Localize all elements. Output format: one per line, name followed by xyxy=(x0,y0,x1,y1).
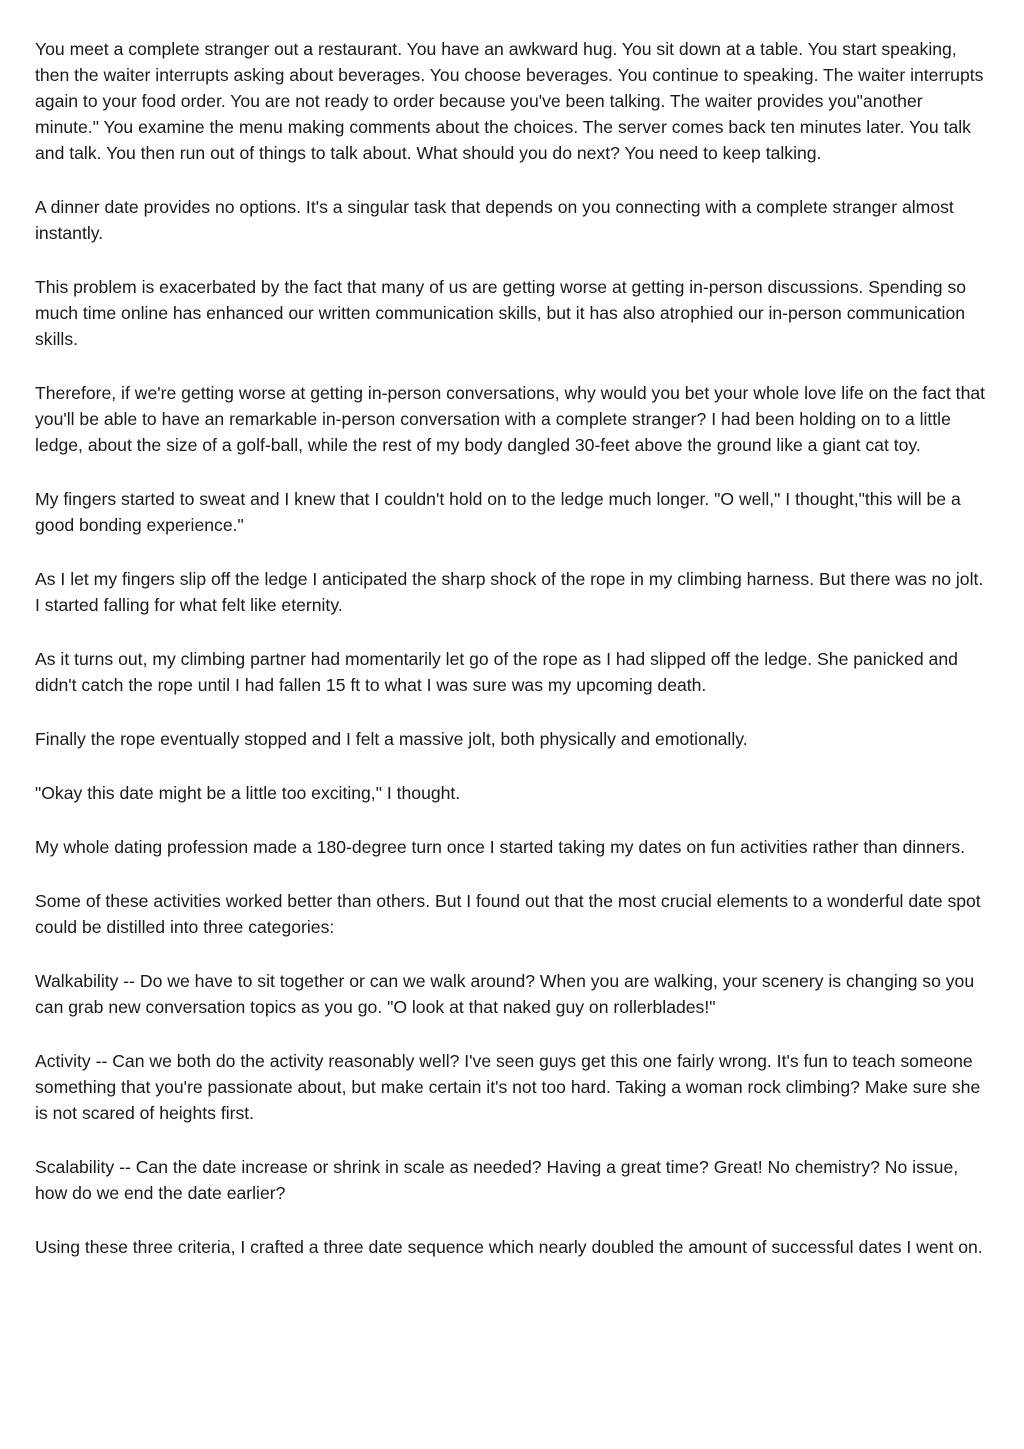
paragraph-restaurant-scenario: You meet a complete stranger out a restaurant. You have an awkward hug. You sit down at a table. You start speaking, then the waiter interrupts asking about beverages. You choose beverages. You continue to speaking. The waiter interrupts again to your food order. You are not ready to order because you've been talking. The waiter provides you"another minute." You examine the menu making comments about the choices. The server comes back ten minutes later. You talk and talk. You then run out of things to talk about. What should you do next? You need to keep talking. xyxy=(35,39,984,163)
paragraph-climbing-partner: As it turns out, my climbing partner had momentarily let go of the rope as I had slipped off the ledge. She panicked and didn't catch the rope until I had fallen 15 ft to what I was sure was my upcoming death. xyxy=(35,649,958,695)
paragraph-three-categories: Some of these activities worked better than others. But I found out that the most crucial elements to a wonderful date spot could be distilled into three categories: xyxy=(35,891,981,937)
document-body xyxy=(35,36,990,1288)
paragraph-fingers-sweat: My fingers started to sweat and I knew that I couldn't hold on to the ledge much longer. "O well," I thought,"this will be a good bonding experience." xyxy=(35,489,961,535)
paragraph-activity: Activity -- Can we both do the activity reasonably well? I've seen guys get this one fairly wrong. It's fun to teach someone something that you're passionate about, but make certain it's not too hard. Taking a woman rock climbing? Make sure she is not scared of heights first. xyxy=(35,1051,981,1123)
paragraph-ledge-story: Therefore, if we're getting worse at getting in-person conversations, why would you bet your whole love life on the fact that you'll be able to have an remarkable in-person conversation with a complete stranger? I had been holding on to a little ledge, about the size of a golf-ball, while the rest of my body dangled 30-feet above the ground like a giant cat toy. xyxy=(35,383,986,455)
paragraph-three-date-sequence: Using these three criteria, I crafted a three date sequence which nearly doubled the amount of successful dates I went on. xyxy=(35,1237,983,1257)
paragraph-rope-stopped: Finally the rope eventually stopped and I felt a massive jolt, both physically and emotionally. xyxy=(35,729,748,749)
paragraph-dating-turn: My whole dating profession made a 180-degree turn once I started taking my dates on fun activities rather than dinners. xyxy=(35,837,966,857)
paragraph-walkability: Walkability -- Do we have to sit together or can we walk around? When you are walking, your scenery is changing so you can grab new conversation topics as you go. "O look at that naked guy on rollerblades!" xyxy=(35,971,975,1017)
paragraph-communication-skills: This problem is exacerbated by the fact that many of us are getting worse at getting in-person discussions. Spending so much time online has enhanced our written communication skills, but it has also atrophied our in-person communication skills. xyxy=(35,277,967,349)
paragraph-scalability: Scalability -- Can the date increase or shrink in scale as needed? Having a great time? Great! No chemistry? No issue, how do we end the date earlier? xyxy=(35,1157,959,1203)
paragraph-fingers-slip: As I let my fingers slip off the ledge I anticipated the sharp shock of the rope in my climbing harness. But there was no jolt. I started falling for what felt like eternity. xyxy=(35,569,984,615)
paragraph-dinner-date-options: A dinner date provides no options. It's a singular task that depends on you connecting with a complete stranger almost instantly. xyxy=(35,197,954,243)
paragraph-too-exciting: "Okay this date might be a little too exciting," I thought. xyxy=(35,783,461,803)
